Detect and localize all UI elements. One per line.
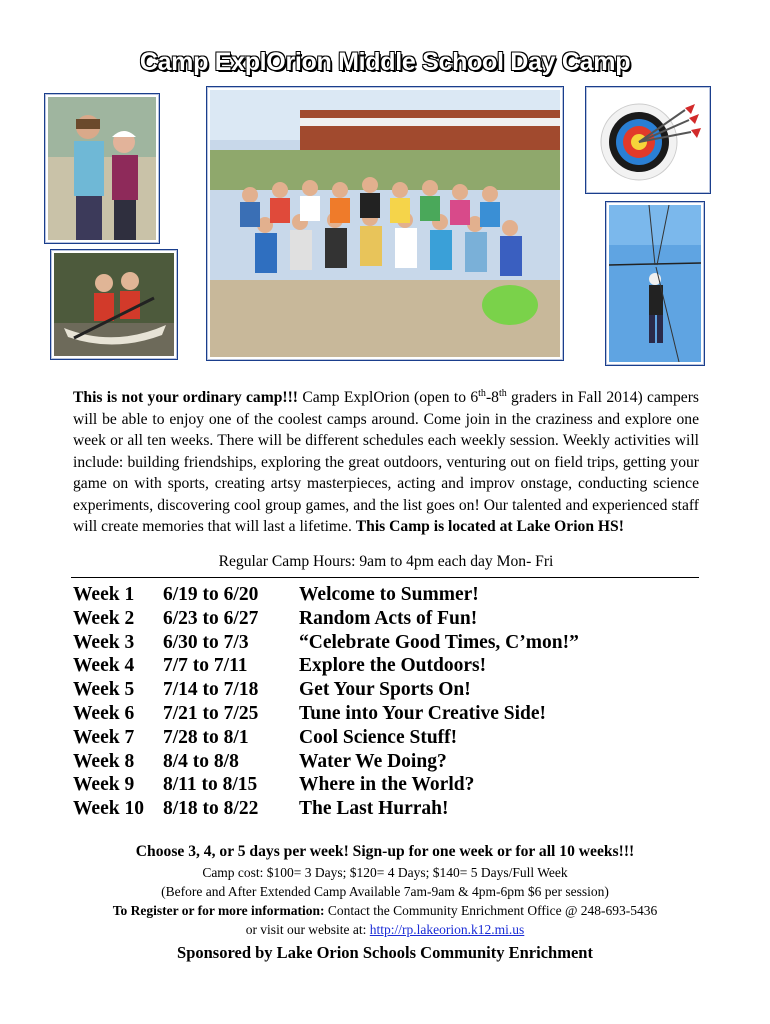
photo-camp-group — [206, 86, 564, 361]
week-theme: Explore the Outdoors! — [299, 655, 487, 677]
week-theme: Cool Science Stuff! — [299, 726, 458, 748]
intro-text-c: graders in Fall 2014) campers will be able to enjoy one of the coolest camps around. Come join in the craziness and explore one week or all ten weeks. There will be different schedules each weekly session. Weekly activities will include: building friendships, exploring the great outdoors, venturing out on field trips, getting your game on with sports, creating artsy masterpieces, acting and improv onstage, conducting science experiments, discovering cool group games, and the list goes on! Our talented and experienced staff will create memories that will last a lifetime. — [73, 389, 699, 536]
week-theme: “Celebrate Good Times, C’mon!” — [299, 631, 579, 653]
week-theme: Water We Doing? — [299, 750, 447, 772]
week-row — [73, 773, 699, 797]
week-dates: 8/18 to 8/22 — [163, 798, 259, 820]
week-dates: 6/19 to 6/20 — [163, 584, 259, 605]
intro-sup-2: th — [498, 388, 507, 399]
week-label: Week 9 — [73, 774, 135, 796]
photo-kayaking — [50, 249, 178, 360]
intro-text-a: Camp ExplOrion (open to 6 — [297, 389, 479, 407]
camp-hours: Regular Camp Hours: 9am to 4pm each day Mon- Fri — [218, 553, 554, 570]
week-dates: 7/7 to 7/11 — [163, 655, 248, 677]
register-line — [0, 901, 770, 920]
week-row — [73, 726, 699, 750]
page-title: Camp ExplOrion Middle School Day Camp — [139, 48, 631, 76]
week-theme: Get Your Sports On! — [299, 679, 471, 701]
week-schedule — [73, 583, 699, 821]
week-dates: 6/30 to 7/3 — [163, 631, 249, 653]
week-label: Week 6 — [73, 702, 135, 724]
week-row — [73, 702, 699, 726]
week-row — [73, 750, 699, 774]
week-row — [73, 797, 699, 821]
week-theme: Welcome to Summer! — [299, 584, 479, 605]
divider — [71, 577, 699, 578]
week-dates: 8/4 to 8/8 — [163, 750, 239, 772]
week-row — [73, 631, 699, 655]
week-label: Week 2 — [73, 607, 135, 629]
sponsor-text: Sponsored by Lake Orion Schools Community Enrichment — [177, 943, 593, 962]
week-label: Week 1 — [73, 584, 135, 605]
week-label: Week 5 — [73, 679, 135, 701]
week-row — [73, 678, 699, 702]
intro-sup-1: th — [478, 388, 486, 399]
footer — [0, 841, 770, 965]
week-dates: 7/21 to 7/25 — [163, 702, 259, 724]
week-theme: Random Acts of Fun! — [299, 607, 478, 629]
week-theme: Where in the World? — [299, 774, 475, 796]
intro-paragraph — [73, 383, 699, 538]
week-row — [73, 654, 699, 678]
register-contact: Contact the Community Enrichment Office @ 248-693-5436 — [324, 903, 658, 918]
register-label: To Register or for more information: — [112, 903, 325, 918]
week-dates: 6/23 to 6/27 — [163, 607, 259, 629]
website-link[interactable]: http://rp.lakeorion.k12.mi.us — [369, 922, 525, 937]
photo-archery-target — [585, 86, 711, 194]
photo-climbing-girls — [44, 93, 160, 244]
week-theme: Tune into Your Creative Side! — [299, 702, 547, 724]
week-theme: The Last Hurrah! — [299, 798, 449, 820]
intro-location: This Camp is located at Lake Orion HS! — [355, 518, 624, 536]
intro-text-b: -8 — [485, 389, 499, 407]
photo-high-ropes — [605, 201, 705, 366]
website-line — [0, 920, 770, 939]
extended-camp-text: (Before and After Extended Camp Available 7am-9am & 4pm-6pm $6 per session) — [161, 884, 609, 899]
week-label: Week 7 — [73, 726, 135, 748]
camp-cost-text: Camp cost: $100= 3 Days; $120= 4 Days; $140= 5 Days/Full Week — [202, 865, 568, 880]
week-label: Week 3 — [73, 631, 135, 653]
intro-lead: This is not your ordinary camp!!! — [73, 389, 298, 407]
week-label: Week 4 — [73, 655, 135, 677]
week-dates: 7/14 to 7/18 — [163, 679, 259, 701]
week-dates: 7/28 to 8/1 — [163, 726, 249, 748]
week-label: Week 8 — [73, 750, 135, 772]
week-label: Week 10 — [73, 798, 144, 820]
choose-days-text: Choose 3, 4, or 5 days per week! Sign-up for one week or for all 10 weeks!!! — [135, 843, 635, 860]
week-row — [73, 583, 699, 607]
website-label: or visit our website at: — [245, 922, 370, 937]
week-row — [73, 607, 699, 631]
week-dates: 8/11 to 8/15 — [163, 774, 258, 796]
